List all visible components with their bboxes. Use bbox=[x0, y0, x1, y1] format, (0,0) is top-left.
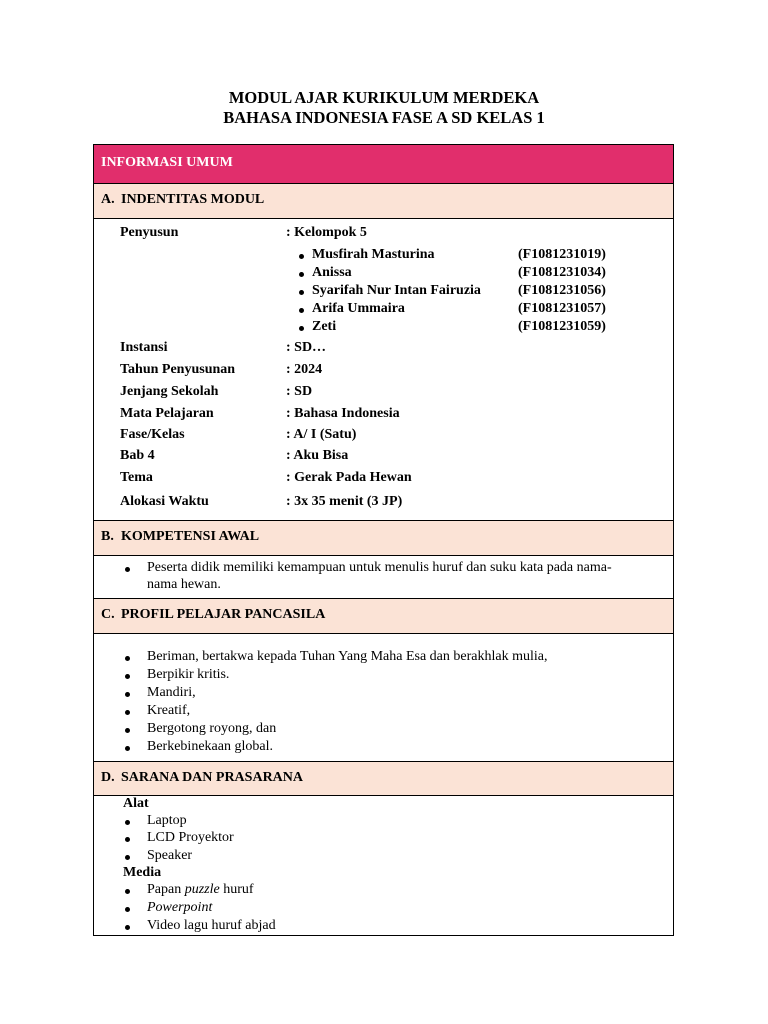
list-bullet bbox=[125, 925, 130, 930]
field-label-bab: Bab 4 bbox=[120, 448, 155, 463]
penyusun-value: : Kelompok 5 bbox=[286, 225, 367, 240]
list-bullet bbox=[125, 889, 130, 894]
profil-item: Beriman, bertakwa kepada Tuhan Yang Maha Esa dan berakhlak mulia, bbox=[147, 649, 548, 664]
profil-item: Mandiri, bbox=[147, 685, 196, 700]
section-c-content bbox=[94, 634, 673, 762]
field-value-jenjang: : SD bbox=[286, 384, 313, 399]
field-label-fase: Fase/Kelas bbox=[120, 427, 185, 442]
section-c-title: PROFIL PELAJAR PANCASILA bbox=[121, 607, 326, 622]
member-name: Zeti bbox=[312, 319, 337, 334]
section-a-header bbox=[94, 184, 673, 219]
alat-item: LCD Proyektor bbox=[147, 830, 234, 845]
info-header-label: INFORMASI UMUM bbox=[101, 155, 233, 170]
list-bullet bbox=[125, 907, 130, 912]
profil-item: Berkebinekaan global. bbox=[147, 739, 273, 754]
field-value-instansi: : SD… bbox=[286, 340, 327, 355]
section-d-header bbox=[94, 762, 673, 796]
field-label-tema: Tema bbox=[120, 470, 153, 485]
member-bullet bbox=[299, 254, 304, 259]
kompetensi-line1: Peserta didik memiliki kemampuan untuk menulis huruf dan suku kata pada nama- bbox=[147, 560, 612, 575]
member-name: Syarifah Nur Intan Fairuzia bbox=[312, 283, 481, 298]
alat-item: Speaker bbox=[147, 848, 193, 863]
media-item-suffix: huruf bbox=[219, 882, 254, 897]
section-d-title: SARANA DAN PRASARANA bbox=[121, 770, 304, 785]
penyusun-label: Penyusun bbox=[120, 225, 179, 240]
member-bullet bbox=[299, 326, 304, 331]
section-b-letter: B. bbox=[101, 529, 114, 544]
member-bullet bbox=[299, 308, 304, 313]
list-bullet bbox=[125, 746, 130, 751]
member-nim: (F1081231059) bbox=[518, 319, 606, 334]
member-nim: (F1081231019) bbox=[518, 247, 606, 262]
member-name: Musfirah Masturina bbox=[312, 247, 435, 262]
media-item-puzzle bbox=[147, 882, 254, 898]
section-d-content bbox=[94, 796, 673, 935]
list-bullet bbox=[125, 567, 130, 572]
field-label-instansi: Instansi bbox=[120, 340, 168, 355]
member-name: Anissa bbox=[312, 265, 352, 280]
field-label-mapel: Mata Pelajaran bbox=[120, 406, 214, 421]
media-item-powerpoint: Powerpoint bbox=[147, 900, 213, 915]
module-table bbox=[93, 144, 674, 936]
media-item-prefix: Papan bbox=[147, 882, 185, 897]
field-value-fase: : A/ I (Satu) bbox=[286, 427, 357, 442]
section-b-title: KOMPETENSI AWAL bbox=[121, 529, 260, 544]
media-item-italic: puzzle bbox=[184, 882, 220, 897]
field-label-alokasi: Alokasi Waktu bbox=[120, 494, 209, 509]
list-bullet bbox=[125, 820, 130, 825]
section-c-letter: C. bbox=[101, 607, 115, 622]
field-value-mapel: : Bahasa Indonesia bbox=[286, 406, 400, 421]
section-d-letter: D. bbox=[101, 770, 115, 785]
alat-label: Alat bbox=[123, 796, 149, 811]
list-bullet bbox=[125, 837, 130, 842]
alat-item: Laptop bbox=[147, 813, 187, 828]
section-b-header bbox=[94, 521, 673, 556]
list-bullet bbox=[125, 855, 130, 860]
field-label-tahun: Tahun Penyusunan bbox=[120, 362, 236, 377]
field-value-alokasi: : 3x 35 menit (3 JP) bbox=[286, 494, 403, 509]
list-bullet bbox=[125, 710, 130, 715]
profil-item: Berpikir kritis. bbox=[147, 667, 230, 682]
media-label: Media bbox=[123, 865, 162, 880]
section-c-header bbox=[94, 599, 673, 634]
field-value-bab: : Aku Bisa bbox=[286, 448, 349, 463]
field-value-tema: : Gerak Pada Hewan bbox=[286, 470, 412, 485]
media-item-video: Video lagu huruf abjad bbox=[147, 918, 276, 933]
member-nim: (F1081231034) bbox=[518, 265, 606, 280]
info-header-row bbox=[94, 145, 673, 184]
field-value-tahun: : 2024 bbox=[286, 362, 323, 377]
section-a-title: INDENTITAS MODUL bbox=[121, 192, 265, 207]
member-name: Arifa Ummaira bbox=[312, 301, 405, 316]
member-bullet bbox=[299, 290, 304, 295]
document-title-line1: MODUL AJAR KURIKULUM MERDEKA bbox=[228, 88, 540, 107]
member-bullet bbox=[299, 272, 304, 277]
member-nim: (F1081231056) bbox=[518, 283, 606, 298]
list-bullet bbox=[125, 692, 130, 697]
list-bullet bbox=[125, 674, 130, 679]
section-a-content bbox=[94, 219, 673, 521]
profil-item: Kreatif, bbox=[147, 703, 191, 718]
profil-item: Bergotong royong, dan bbox=[147, 721, 277, 736]
field-label-jenjang: Jenjang Sekolah bbox=[120, 384, 219, 399]
section-b-content bbox=[94, 556, 673, 599]
kompetensi-line2: nama hewan. bbox=[147, 577, 221, 592]
member-nim: (F1081231057) bbox=[518, 301, 606, 316]
list-bullet bbox=[125, 728, 130, 733]
document-title-line2: BAHASA INDONESIA FASE A SD KELAS 1 bbox=[223, 108, 545, 127]
section-a-letter: A. bbox=[101, 192, 115, 207]
list-bullet bbox=[125, 656, 130, 661]
